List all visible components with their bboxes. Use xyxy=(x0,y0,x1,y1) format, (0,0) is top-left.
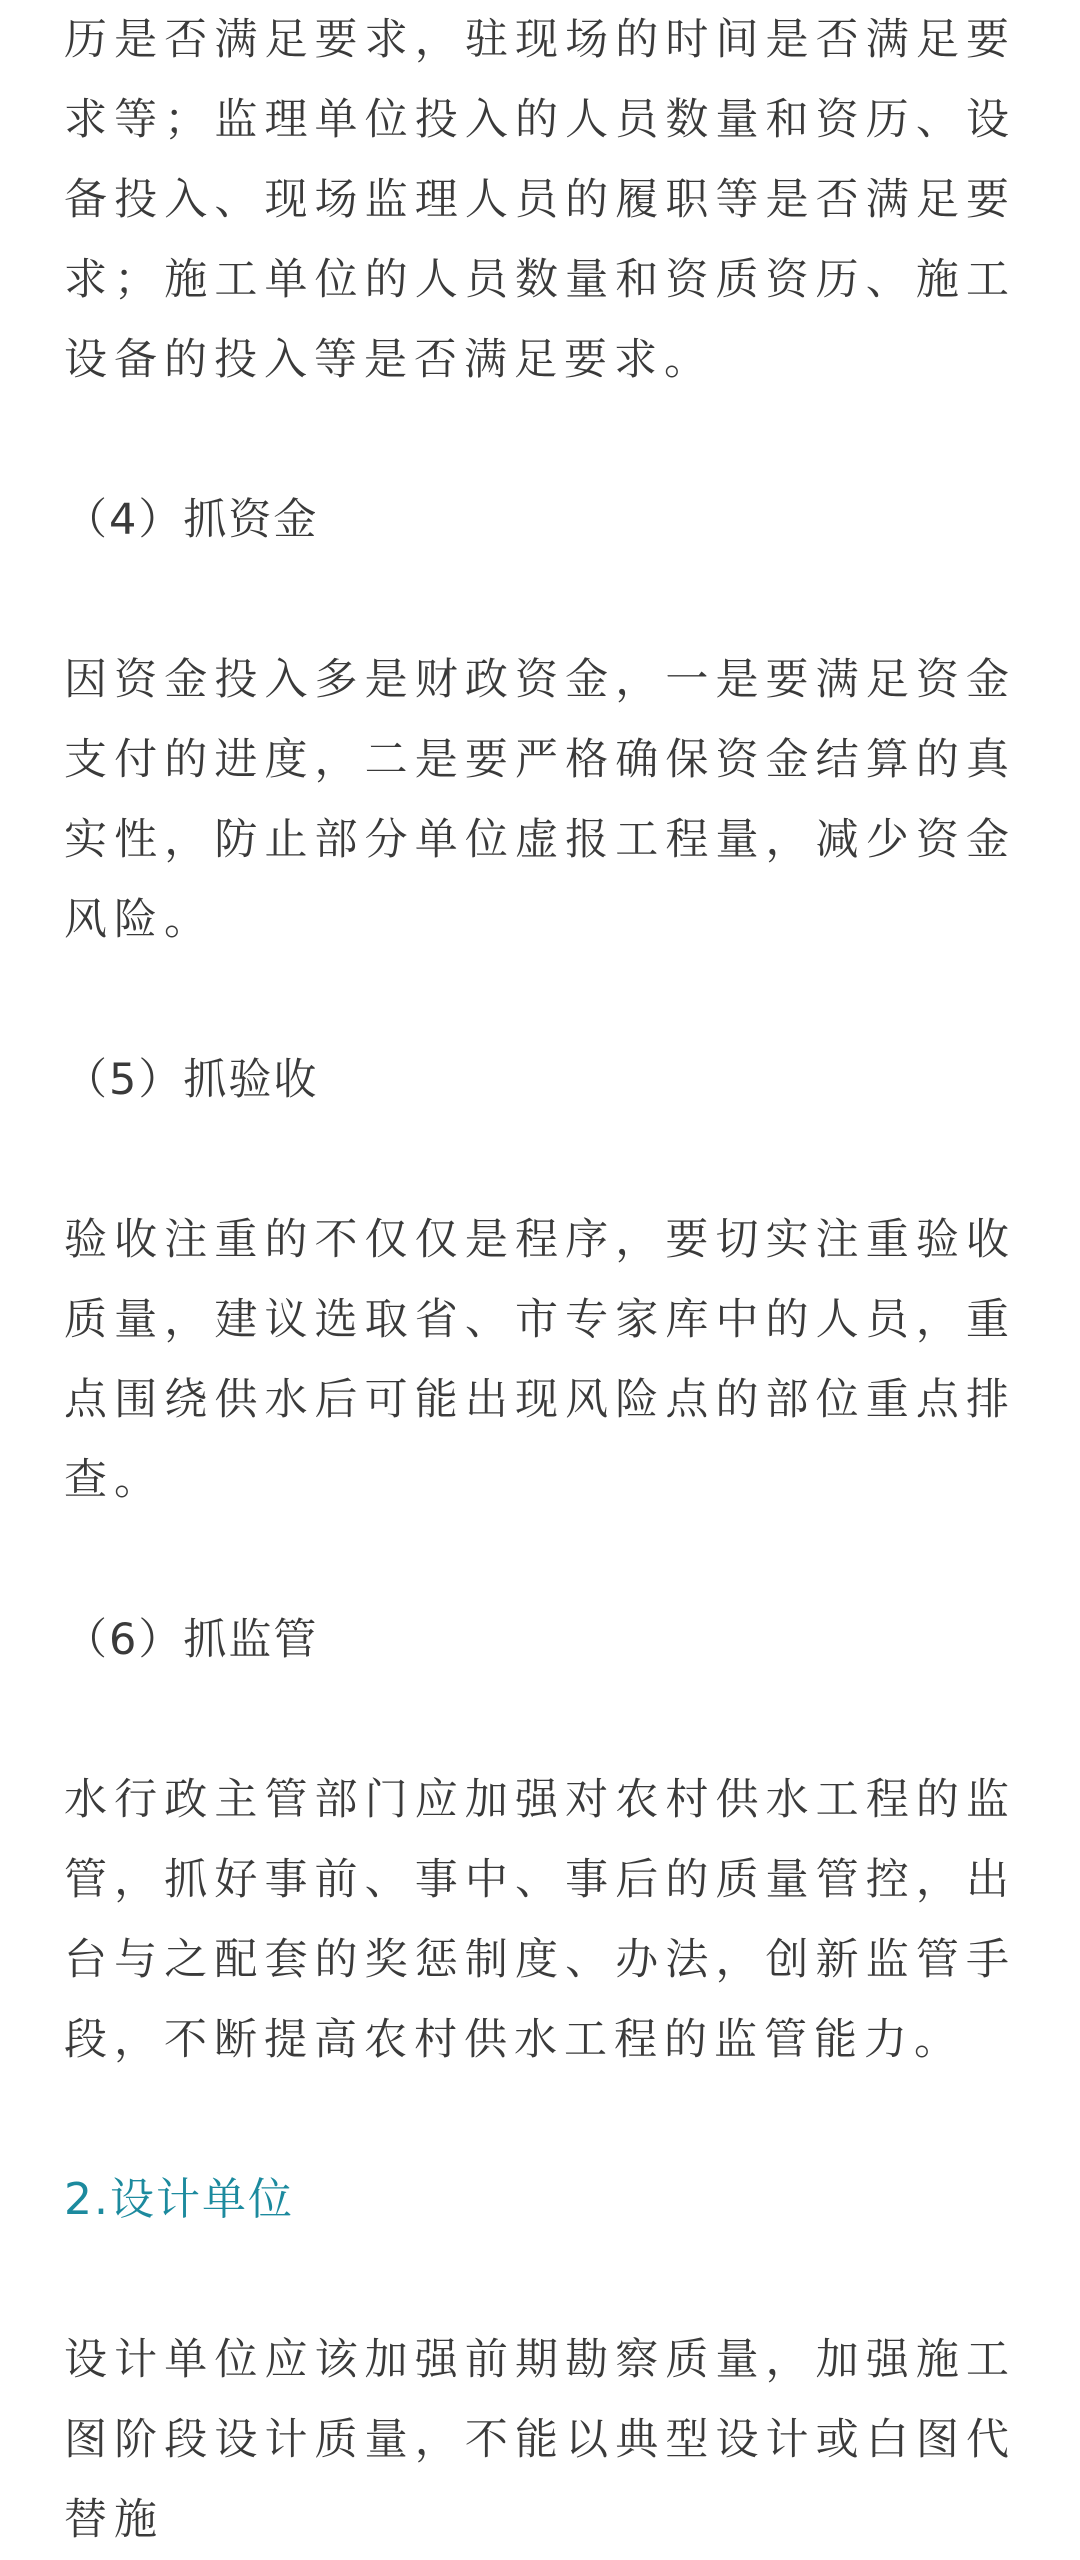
paragraph-design-unit: 设计单位应该加强前期勘察质量，加强施工图阶段设计质量，不能以典型设计或白图代替施 xyxy=(64,2335,1016,2545)
paragraph-gap xyxy=(64,400,1016,480)
paragraph-funds: 因资金投入多是财政资金，一是要满足资金支付的进度，二是要严格确保资金结算的真实性，防止部分单位虚报工程量，减少资金风险。 xyxy=(64,655,1016,945)
paragraph-supervision: 水行政主管部门应加强对农村供水工程的监管，抓好事前、事中、事后的质量管控，出台与之配套的奖惩制度、办法，创新监管手段，不断提高农村供水工程的监管能力。 xyxy=(64,1775,1016,2065)
paragraph-gap xyxy=(64,1520,1016,1600)
paragraph-gap xyxy=(64,560,1016,640)
subheading-supervision: （6）抓监管 xyxy=(64,1615,319,1665)
paragraph-acceptance: 验收注重的不仅仅是程序，要切实注重验收质量，建议选取省、市专家库中的人员，重点围绕供水后可能出现风险点的部位重点排查。 xyxy=(64,1215,1016,1505)
paragraph-gap xyxy=(64,1120,1016,1200)
paragraph-gap xyxy=(64,1680,1016,1760)
paragraph-gap xyxy=(64,2240,1016,2320)
subheading-acceptance: （5）抓验收 xyxy=(64,1055,319,1105)
paragraph-staffing-requirements: 历是否满足要求，驻现场的时间是否满足要求等；监理单位投入的人员数量和资历、设备投入、现场监理人员的履职等是否满足要求；施工单位的人员数量和资质资历、施工设备的投入等是否满足要求。 xyxy=(64,15,1016,385)
paragraph-gap xyxy=(64,2080,1016,2160)
subheading-funds: （4）抓资金 xyxy=(64,495,319,545)
section-heading-design-unit: 2.设计单位 xyxy=(64,2174,294,2225)
paragraph-gap xyxy=(64,960,1016,1040)
